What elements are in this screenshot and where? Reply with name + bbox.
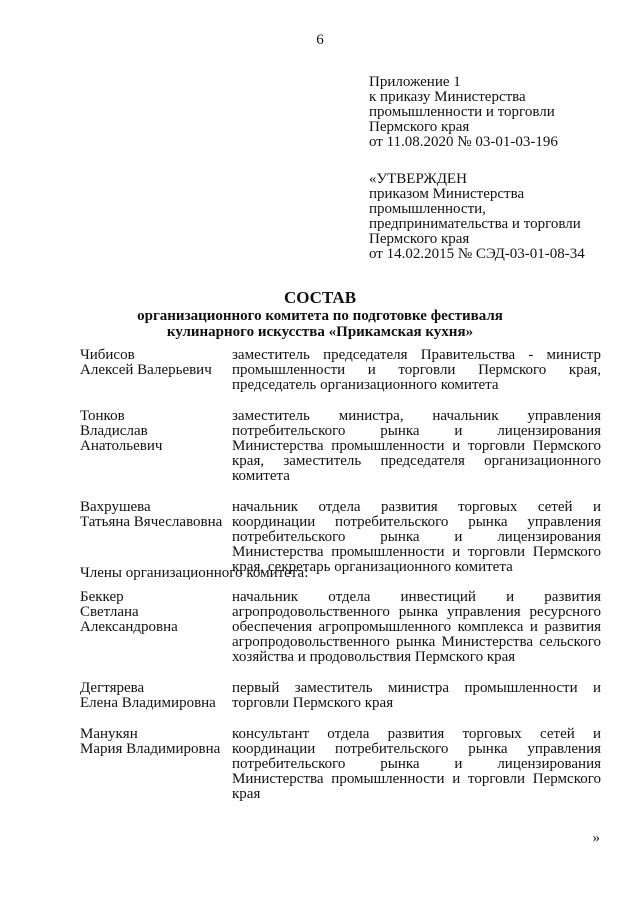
- member-name-line: Беккер: [80, 589, 124, 605]
- member-name: [80, 409, 232, 484]
- approved-line: Пермского края: [369, 231, 470, 247]
- member-name: [80, 681, 232, 711]
- closing-quote-mark: »: [592, 830, 600, 846]
- member-row: [80, 500, 601, 575]
- member-name-line: Тонков: [80, 408, 125, 424]
- approved-line: приказом Министерства: [369, 186, 525, 202]
- member-name-line: Елена Владимировна: [80, 695, 216, 711]
- approved-line: промышленности,: [369, 201, 486, 217]
- member-row: [80, 409, 601, 484]
- member-name-line: Мария Владимировна: [80, 741, 221, 757]
- member-role: начальник отдела инвестиций и развития агропродовольственного рынка управления ресурсного обеспечения агропромышленного комплекса и развития агропродовольственного рынка Министерства сельского хозяйства и продовольствия Пермского края: [232, 589, 601, 665]
- member-role: первый заместитель министра промышленности и торговли Пермского края: [232, 680, 601, 711]
- member-name-line: Манукян: [80, 726, 138, 742]
- members-list: [80, 590, 601, 818]
- member-role: заместитель председателя Правительства - министр промышленности и торговли Пермского края, председатель организационного комитета: [232, 347, 601, 393]
- leadership-list: [80, 348, 601, 591]
- member-name-line: Алексей Валерьевич: [80, 362, 212, 378]
- document-subtitle-line: кулинарного искусства «Прикамская кухня»: [166, 324, 474, 340]
- member-name-line: Светлана: [80, 604, 139, 620]
- member-name: [80, 348, 232, 393]
- member-role: начальник отдела развития торговых сетей и координации потребительского рынка управления потребительского рынка и лицензирования Министерства промышленности и торговли Пермского края, секретарь организационного комитета: [232, 499, 601, 575]
- appendix-line: Приложение 1: [369, 74, 461, 90]
- approved-block: [369, 172, 585, 262]
- appendix-line: промышленности и торговли: [369, 104, 555, 120]
- member-name-line: Вахрушева: [80, 499, 151, 515]
- member-name-line: Чибисов: [80, 347, 135, 363]
- page-number: 6: [316, 32, 324, 48]
- member-name: [80, 500, 232, 575]
- member-row: [80, 681, 601, 711]
- members-section-label: Члены организационного комитета:: [80, 565, 309, 581]
- member-name: [80, 590, 232, 665]
- approved-line: от 14.02.2015 № СЭД-03-01-08-34: [369, 246, 585, 262]
- member-name-line: Дегтярева: [80, 680, 145, 696]
- member-name-line: Анатольевич: [80, 438, 163, 454]
- member-row: [80, 727, 601, 802]
- approved-line: предпринимательства и торговли: [369, 216, 581, 232]
- member-name-line: Владислав: [80, 423, 148, 439]
- member-name-line: Александровна: [80, 619, 178, 635]
- member-role: заместитель министра, начальник управления потребительского рынка и лицензирования Министерства промышленности и торговли Пермского края, заместитель председателя организационного комитета: [232, 408, 601, 484]
- appendix-line: Пермского края: [369, 119, 470, 135]
- appendix-line: от 11.08.2020 № 03-01-03-196: [369, 134, 558, 150]
- member-role: консультант отдела развития торговых сетей и координации потребительского рынка управления потребительского рынка и лицензирования Министерства промышленности и торговли Пермского края: [232, 726, 601, 802]
- member-row: [80, 590, 601, 665]
- appendix-line: к приказу Министерства: [369, 89, 526, 105]
- appendix-block: [369, 75, 558, 150]
- document-subtitle-line: организационного комитета по подготовке фестиваля: [137, 308, 503, 324]
- member-name-line: Татьяна Вячеславовна: [80, 514, 223, 530]
- approved-line: «УТВЕРЖДЕН: [369, 171, 467, 187]
- document-heading: [0, 288, 640, 340]
- member-row: [80, 348, 601, 393]
- document-title: СОСТАВ: [283, 288, 357, 307]
- member-name: [80, 727, 232, 802]
